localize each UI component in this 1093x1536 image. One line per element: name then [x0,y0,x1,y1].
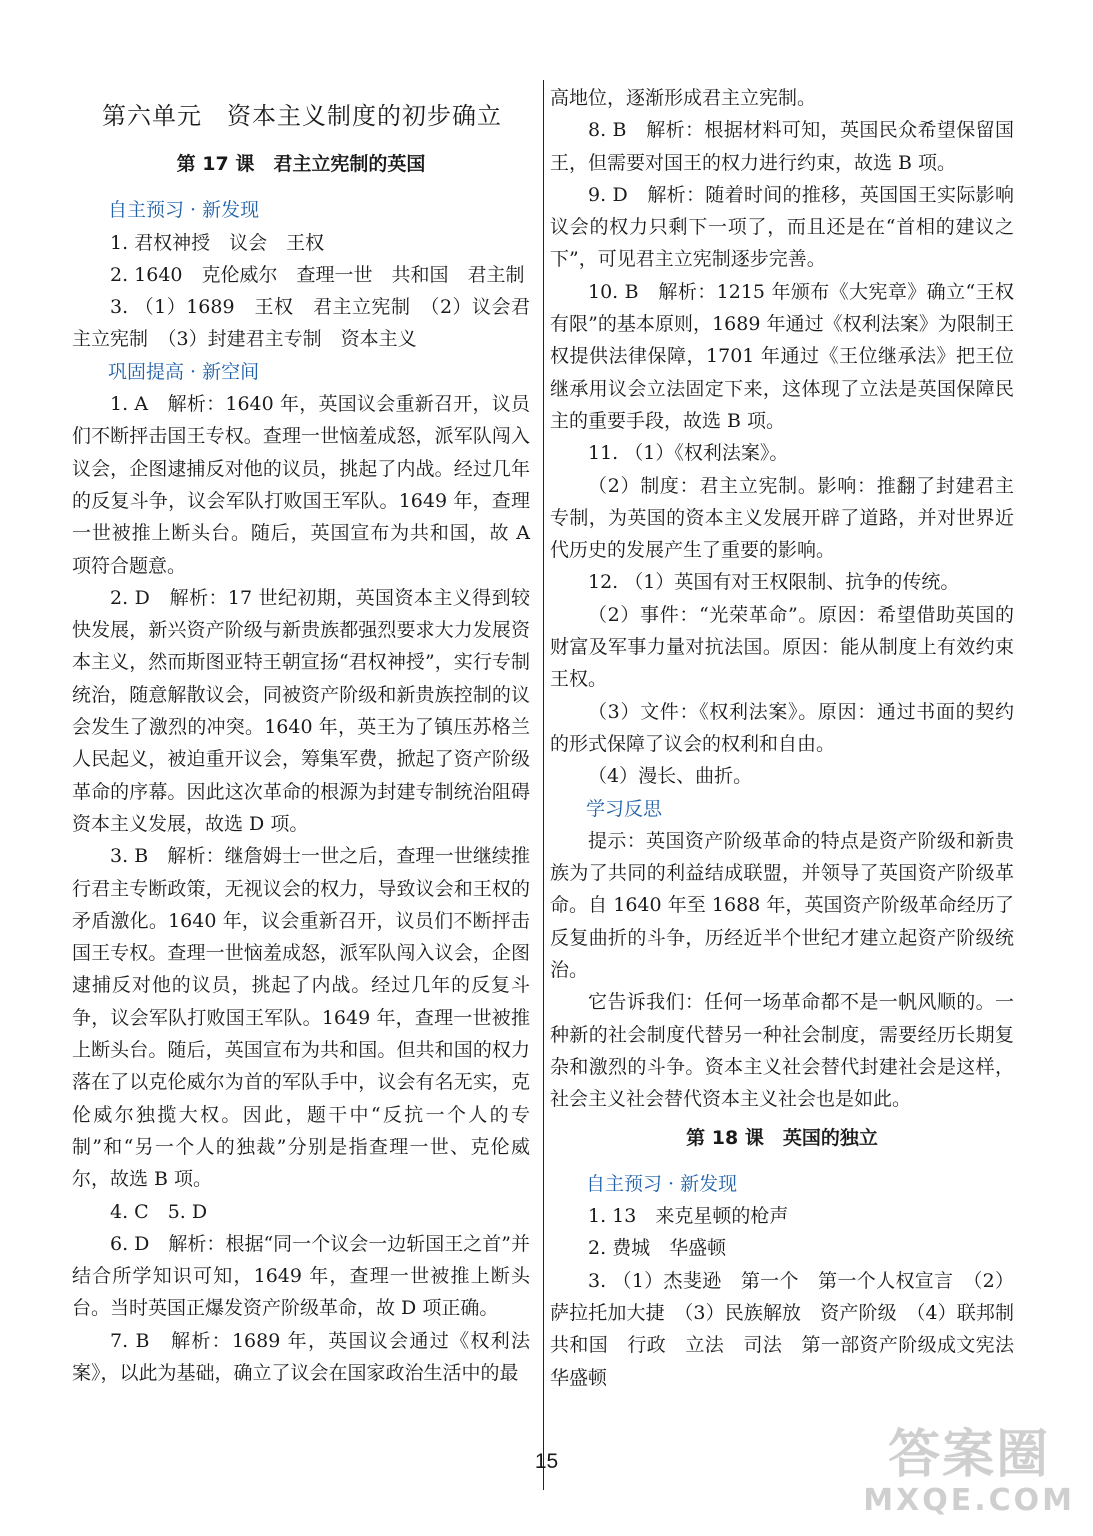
answer-preview-1: 1. 君权神授 议会 王权 [110,231,325,254]
answer-7-continued: 高地位，逐渐形成君主立宪制。 [550,87,817,109]
answer-7: 7. B 解析：1689 年，英国议会通过《权利法案》，以此为基础，确立了议会在国家政治生活中的最 [72,1329,530,1384]
lesson-18-title: 第 18 课 英国的独立 [686,1126,878,1149]
section-reflect-heading: 学习反思 [586,797,663,820]
right-column [550,82,1034,1394]
answer-12-2: （2）事件：“光荣革命”。原因：希望借助英国的财富及军事力量对抗法国。原因：能从制度上有效约束王权。 [550,603,1014,691]
answer-11-1: 11. （1）《权利法案》。 [588,442,789,465]
answer-12-3: （3）文件：《权利法案》。原因：通过书面的契约的形式保障了议会的权利和自由。 [550,700,1014,755]
section-consolidate-heading: 巩固提高 · 新空间 [108,360,260,383]
answer-12-1: 12. （1）英国有对王权限制、抗争的传统。 [588,571,960,594]
watermark-top: 答案圈 [888,1425,1051,1485]
reflect-paragraph-1: 提示：英国资产阶级革命的特点是资产阶级和新贵族为了共同的利益结成联盟，并领导了英国资产阶级革命。自 1640 年至 1688 年，英国资产阶级革命经历了反复曲折的斗争，历经近半个世纪才建立起资产阶级统治。 [550,829,1014,982]
reflect-paragraph-2: 它告诉我们：任何一场革命都不是一帆风顺的。一种新的社会制度代替另一种社会制度，需要经历长期复杂和激烈的斗争。资本主义社会替代封建社会是这样，社会主义社会替代资本主义社会也是如此。 [550,991,1014,1111]
answer-1: 1. A 解析：1640 年，英国议会重新召开，议员们不断抨击国王专权。查理一世恼羞成怒，派军队闯入议会，企图逮捕反对他的议员，挑起了内战。经过几年的反复斗争，议会军队打败国王军队。1649 年，查理一世被推上断头台。随后，英国宣布为共和国，故 A 项符合题意。 [72,393,530,577]
page-number: 15 [534,1450,559,1473]
answer-8: 8. B 解析：根据材料可知，英国民众希望保留国王，但需要对国王的权力进行约束，故选 B 项。 [550,119,1014,174]
answer-10: 10. B 解析：1215 年颁布《大宪章》确立“王权有限”的基本原则，1689 年通过《权利法案》为限制王权提供法律保障，1701 年通过《王位继承法》把王位继承用议会立法固定下来，这体现了立法是英国保障民主的重要手段，故选 B 项。 [550,280,1014,432]
answer-preview-2: 2. 1640 克伦威尔 查理一世 共和国 君主制 [110,263,525,286]
column-divider [543,80,544,1490]
section-preview-heading: 自主预习 · 新发现 [108,199,260,222]
lesson18-answer-2: 2. 费城 华盛顿 [588,1237,727,1260]
section-preview-heading-2: 自主预习 · 新发现 [586,1172,738,1195]
lesson18-answer-1: 1. 13 来克星顿的枪声 [588,1205,789,1228]
watermark-logo [863,1427,1075,1518]
lesson18-answer-3: 3. （1）杰斐逊 第一个 第一个人权宣言 （2）萨拉托加大捷 （3）民族解放 资产阶级 （4）联邦制共和国 行政 立法 司法 第一部资产阶级成文宪法 华盛顿 [550,1269,1034,1389]
answer-4-5: 4. C 5. D [110,1200,208,1223]
unit-title: 第六单元 资本主义制度的初步确立 [102,102,502,130]
left-column [72,96,530,1389]
answer-preview-3: 3. （1）1689 王权 君主立宪制 （2）议会君主立宪制 （3）封建君主专制 资本主义 [72,296,530,351]
answer-6: 6. D 解析：根据“同一个议会一边斩国王之首”并结合所学知识可知，1649 年，查理一世被推上断头台。当时英国正爆发资产阶级革命，故 D 项正确。 [72,1232,530,1320]
answer-9: 9. D 解析：随着时间的推移，英国国王实际影响议会的权力只剩下一项了，而且还是在“首相的建议之下”，可见君主立宪制逐步完善。 [550,183,1014,271]
answer-2: 2. D 解析：17 世纪初期，英国资本主义得到较快发展，新兴资产阶级与新贵族都强烈要求大力发展资本主义，然而斯图亚特王朝宣扬“君权神授”，实行专制统治，随意解散议会，同被资产阶级和新贵族控制的议会发生了激烈的冲突。1640 年，英王为了镇压苏格兰人民起义，被迫重开议会，筹集军费，掀起了资产阶级革命的序幕。因此这次革命的根源为封建专制统治阻碍资本主义发展，故选 D 项。 [72,586,530,835]
answer-12-4: （4）漫长、曲折。 [588,765,753,788]
answer-3: 3. B 解析：继詹姆士一世之后，查理一世继续推行君主专断政策，无视议会的权力，导致议会和王权的矛盾激化。1640 年，议会重新召开，议员们不断抨击国王专权。查理一世恼羞成怒，派军队闯入议会，企图逮捕反对他的议员，挑起了内战。经过几年的反复斗争，议会军队打败国王军队。1649 年，查理一世被推上断头台。随后，英国宣布为共和国。但共和国的权力落在了以克伦威尔为首的军队手中，议会有名无实，克伦威尔独揽大权。因此，题干中“反抗一个人的专制”和“另一个人的独裁”分别是指查理一世、克伦威尔，故选 B 项。 [72,845,530,1191]
watermark-bottom: MXQE.COM [863,1483,1075,1518]
answer-11-2: （2）制度：君主立宪制。影响：推翻了封建君主专制，为英国的资本主义发展开辟了道路，并对世界近代历史的发展产生了重要的影响。 [550,474,1014,562]
lesson-17-title: 第 17 课 君主立宪制的英国 [176,153,426,175]
